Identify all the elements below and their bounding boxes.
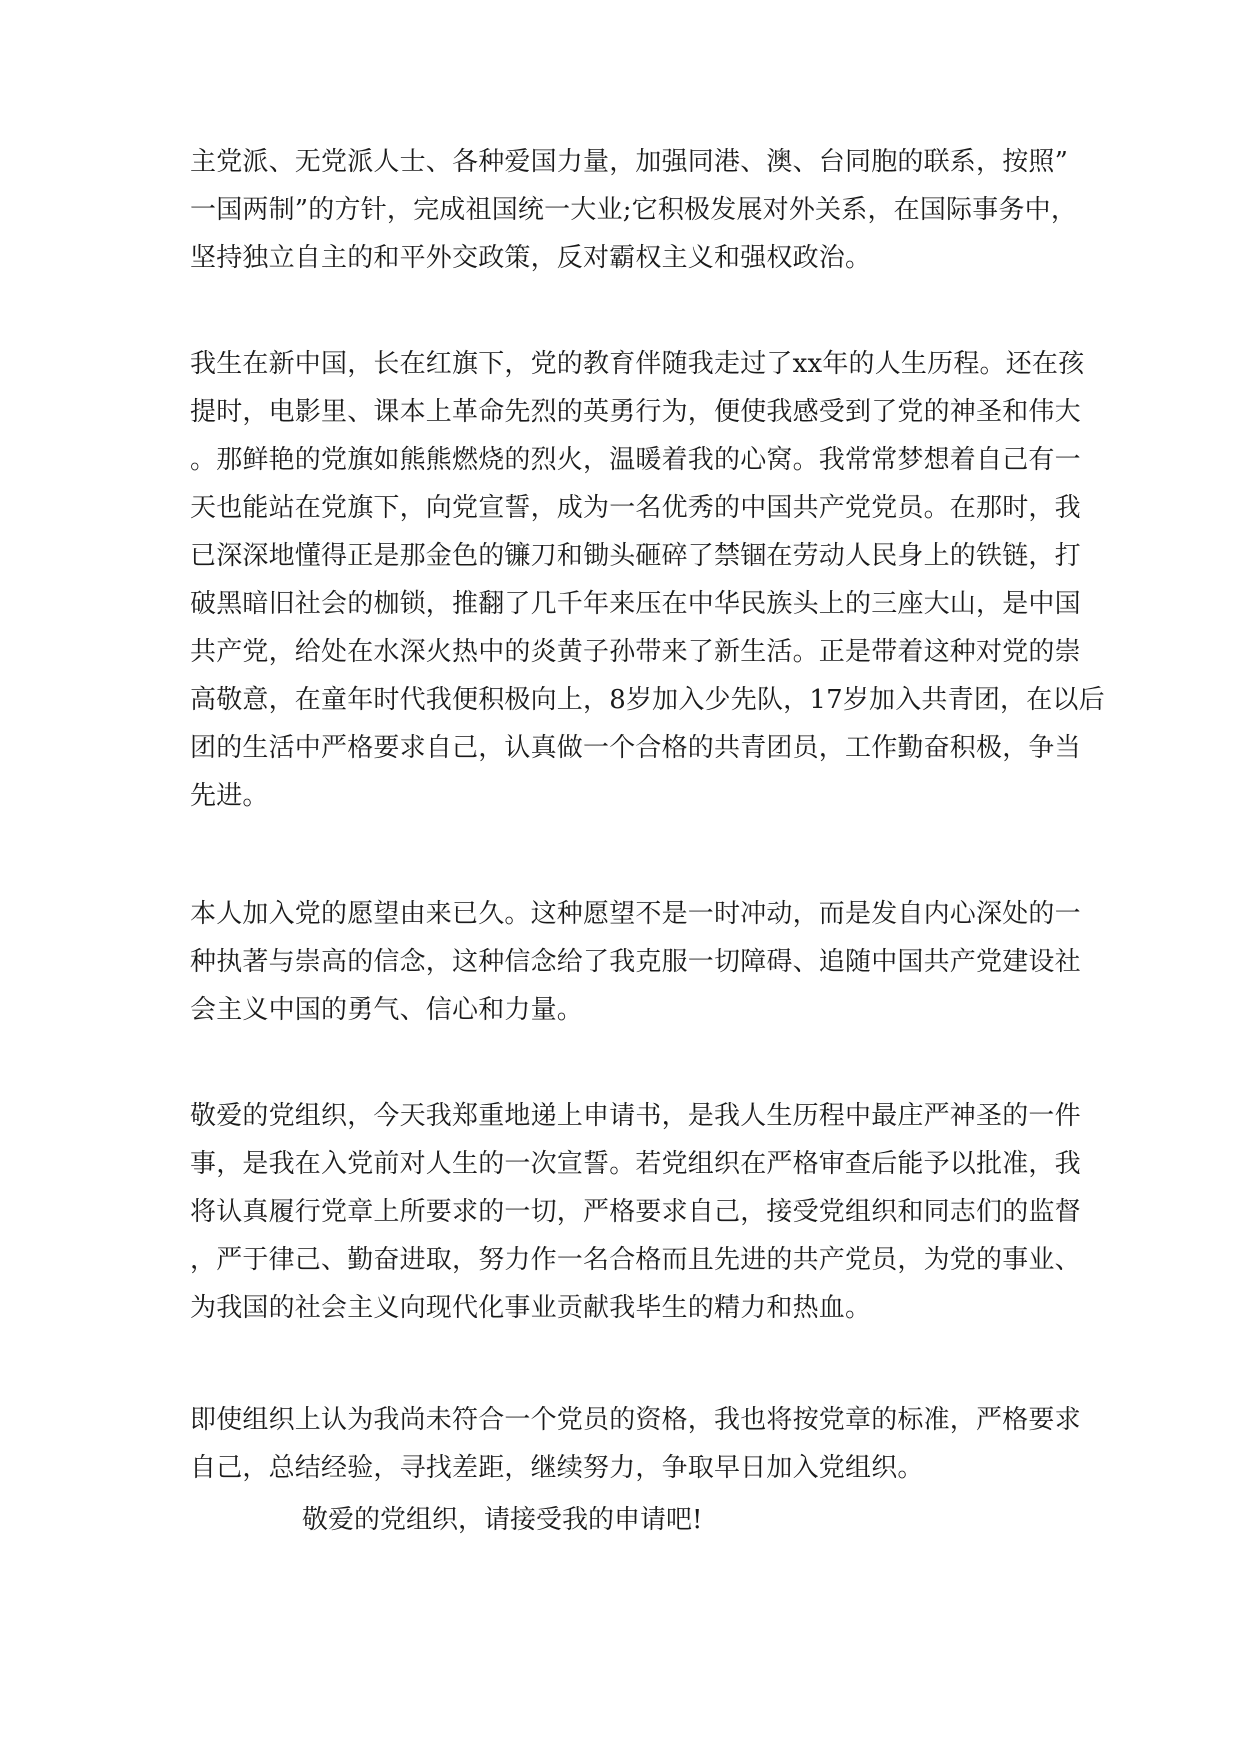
text-line: 已深深地懂得正是那金色的镰刀和锄头砸碎了禁锢在劳动人民身上的铁链，打 <box>190 541 1081 571</box>
paragraph-5 <box>190 1396 1081 1492</box>
text-line: 。那鲜艳的党旗如熊熊燃烧的烈火，温暖着我的心窝。我常常梦想着自己有一 <box>190 445 1081 475</box>
text-line: 将认真履行党章上所要求的一切，严格要求自己，接受党组织和同志们的监督 <box>190 1197 1081 1227</box>
paragraph-3 <box>190 890 1081 1034</box>
text-line: 即使组织上认为我尚未符合一个党员的资格，我也将按党章的标准，严格要求 <box>190 1405 1081 1435</box>
text-line: 我生在新中国，长在红旗下，党的教育伴随我走过了xx年的人生历程。还在孩 <box>190 349 1085 379</box>
text-line: 会主义中国的勇气、信心和力量。 <box>190 995 584 1025</box>
closing-line: 敬爱的党组织，请接受我的申请吧! <box>302 1505 703 1535</box>
text-line: 高敬意，在童年时代我便积极向上，8岁加入少先队，17岁加入共青团，在以后 <box>190 685 1105 715</box>
text-line: 先进。 <box>190 781 269 811</box>
text-line: ，严于律己、勤奋进取，努力作一名合格而且先进的共产党员，为党的事业、 <box>190 1245 1081 1275</box>
text-line: 天也能站在党旗下，向党宣誓，成为一名优秀的中国共产党党员。在那时，我 <box>190 493 1081 523</box>
text-line: 提时，电影里、课本上革命先烈的英勇行为，便使我感受到了党的神圣和伟大 <box>190 397 1081 427</box>
text-line: 团的生活中严格要求自己，认真做一个合格的共青团员，工作勤奋积极，争当 <box>190 733 1081 763</box>
text-line: 本人加入党的愿望由来已久。这种愿望不是一时冲动，而是发自内心深处的一 <box>190 899 1081 929</box>
paragraph-1 <box>190 138 1078 282</box>
paragraph-4 <box>190 1092 1081 1332</box>
text-line: 一国两制”的方针，完成祖国统一大业;它积极发展对外关系，在国际事务中， <box>190 195 1078 225</box>
text-line: 敬爱的党组织，今天我郑重地递上申请书，是我人生历程中最庄严神圣的一件 <box>190 1101 1081 1131</box>
paragraph-2 <box>190 340 1105 820</box>
text-line: 事，是我在入党前对人生的一次宣誓。若党组织在严格审查后能予以批准，我 <box>190 1149 1081 1179</box>
text-line: 破黑暗旧社会的枷锁，推翻了几千年来压在中华民族头上的三座大山，是中国 <box>190 589 1081 619</box>
text-line: 共产党，给处在水深火热中的炎黄子孙带来了新生活。正是带着这种对党的崇 <box>190 637 1081 667</box>
text-line: 自己，总结经验，寻找差距，继续努力，争取早日加入党组织。 <box>190 1453 924 1483</box>
text-line: 主党派、无党派人士、各种爱国力量，加强同港、澳、台同胞的联系，按照” <box>190 147 1069 177</box>
text-line: 种执著与崇高的信念，这种信念给了我克服一切障碍、追随中国共产党建设社 <box>190 947 1081 977</box>
text-line: 为我国的社会主义向现代化事业贡献我毕生的精力和热血。 <box>190 1293 872 1323</box>
text-line: 坚持独立自主的和平外交政策，反对霸权主义和强权政治。 <box>190 243 872 273</box>
